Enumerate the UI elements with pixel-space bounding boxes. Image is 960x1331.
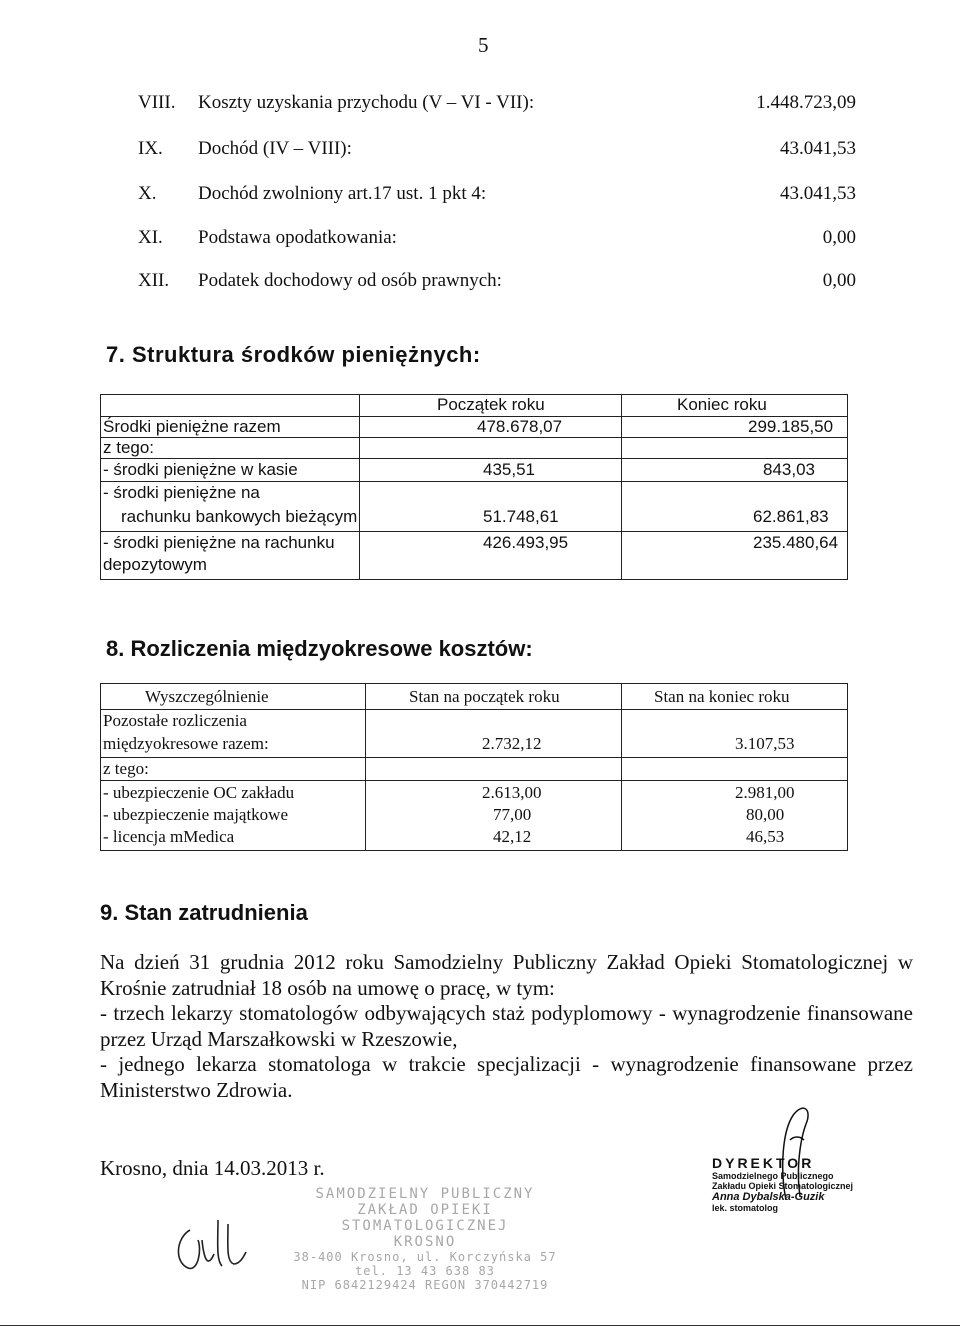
stamp-line: Anna Dybalska-Guzik xyxy=(712,1191,825,1203)
line-number: XII. xyxy=(138,270,170,291)
stamp-line: Zakładu Opieki Stomatologicznej xyxy=(712,1181,854,1191)
stamp-line: ZAKŁAD OPIEKI xyxy=(357,1202,493,1218)
cell-start: 435,51 xyxy=(483,460,535,479)
cell-end: 80,00 xyxy=(746,805,785,824)
cell-end: 235.480,64 xyxy=(753,533,839,552)
signature-left xyxy=(168,1210,258,1280)
stamp-line: NIP 6842129424 REGON 370442719 xyxy=(301,1278,549,1292)
col-header-end: Stan na koniec roku xyxy=(654,687,790,706)
company-stamp xyxy=(250,1186,600,1292)
line-value: 43.041,53 xyxy=(780,138,856,159)
section-7-heading: 7. Struktura środków pieniężnych: xyxy=(106,342,481,367)
line-number: XI. xyxy=(138,227,163,248)
summary-line xyxy=(0,183,960,209)
row-label: z tego: xyxy=(103,438,155,457)
stamp-line: lek. stomatolog xyxy=(712,1203,779,1213)
summary-line xyxy=(0,138,960,164)
line-value: 0,00 xyxy=(822,270,856,291)
cell-end: 3.107,53 xyxy=(735,734,795,753)
col-header-start: Początek roku xyxy=(437,395,545,414)
cell-start: 2.613,00 xyxy=(482,783,542,802)
line-label: Podatek dochodowy od osób prawnych: xyxy=(198,270,502,291)
summary-line xyxy=(0,92,960,118)
row-label: - środki pieniężne w kasie xyxy=(103,460,298,479)
stamp-line: KROSNO xyxy=(393,1234,457,1250)
row-label: - ubezpieczenie majątkowe xyxy=(103,805,289,824)
stamp-line: tel. 13 43 638 83 xyxy=(355,1264,495,1278)
stamp-line: 38-400 Krosno, ul. Korczyńska 57 xyxy=(293,1250,557,1264)
row-label-cont: depozytowym xyxy=(103,555,207,574)
row-label: - ubezpieczenie OC zakładu xyxy=(103,783,295,802)
cell-start: 77,00 xyxy=(493,805,532,824)
paragraph-line: - trzech lekarzy stomatologów odbywających staż podyplomowy - wynagrodzenie finansowane przez Urząd Marszałkowski w Rzeszowie, xyxy=(100,1001,913,1051)
cell-end: 62.861,83 xyxy=(753,507,829,526)
cell-end: 843,03 xyxy=(763,460,815,479)
stamp-line: DYREKTOR xyxy=(712,1155,815,1171)
line-value: 43.041,53 xyxy=(780,183,856,204)
line-number: VIII. xyxy=(138,92,176,113)
line-label: Koszty uzyskania przychodu (V – VI - VII): xyxy=(198,92,535,113)
employment-paragraph xyxy=(100,950,913,1103)
cell-start: 2.732,12 xyxy=(482,734,542,753)
cell-start: 426.493,95 xyxy=(483,533,569,552)
row-label: z tego: xyxy=(103,759,149,778)
row-label: - licencja mMedica xyxy=(103,827,235,846)
line-number: X. xyxy=(138,183,157,204)
section-8-heading: 8. Rozliczenia międzyokresowe kosztów: xyxy=(106,636,533,661)
cell-end: 299.185,50 xyxy=(748,417,834,436)
cell-end: 46,53 xyxy=(746,827,785,846)
row-label: - środki pieniężne na xyxy=(103,483,260,502)
line-value: 1.448.723,09 xyxy=(756,92,856,113)
page-number: 5 xyxy=(478,33,489,57)
row-label: Pozostałe rozliczenia xyxy=(103,711,247,730)
row-label-cont: międzyokresowe razem: xyxy=(103,734,269,753)
cell-start: 478.678,07 xyxy=(477,417,563,436)
row-label: Środki pieniężne razem xyxy=(103,417,281,436)
director-stamp xyxy=(712,1155,882,1225)
summary-line xyxy=(0,227,960,253)
summary-line xyxy=(0,270,960,296)
paragraph-line: - jednego lekarza stomatologa w trakcie specjalizacji - wynagrodzenie finansowane przez Ministerstwo Zdrowia. xyxy=(100,1052,913,1102)
cell-start: 51.748,61 xyxy=(483,507,559,526)
line-number: IX. xyxy=(138,138,163,159)
cell-start: 42,12 xyxy=(493,827,532,846)
stamp-line: Samodzielnego Publicznego xyxy=(712,1171,834,1181)
col-header-end: Koniec roku xyxy=(677,395,767,414)
paragraph-line: Na dzień 31 grudnia 2012 roku Samodzielny Publiczny Zakład Opieki Stomatologicznej w Krośnie zatrudniał 18 osób na umowę o pracę, w tym: xyxy=(100,950,913,1000)
line-value: 0,00 xyxy=(822,227,856,248)
cash-structure-table xyxy=(100,394,848,580)
row-label: - środki pieniężne na rachunku xyxy=(103,533,335,552)
row-label-cont: rachunku bankowych bieżącym xyxy=(121,507,358,526)
line-label: Podstawa opodatkowania: xyxy=(198,227,397,248)
page-bottom-rule xyxy=(0,1325,960,1326)
accruals-table xyxy=(100,683,848,851)
line-label: Dochód zwolniony art.17 ust. 1 pkt 4: xyxy=(198,183,487,204)
place-date: Krosno, dnia 14.03.2013 r. xyxy=(100,1156,325,1180)
col-header-name: Wyszczególnienie xyxy=(145,687,269,706)
section-9-heading: 9. Stan zatrudnienia xyxy=(100,900,308,925)
line-label: Dochód (IV – VIII): xyxy=(198,138,352,159)
col-header-start: Stan na początek roku xyxy=(409,687,560,706)
stamp-line: SAMODZIELNY PUBLICZNY xyxy=(315,1186,535,1202)
stamp-line: STOMATOLOGICZNEJ xyxy=(341,1218,509,1234)
cell-end: 2.981,00 xyxy=(735,783,795,802)
